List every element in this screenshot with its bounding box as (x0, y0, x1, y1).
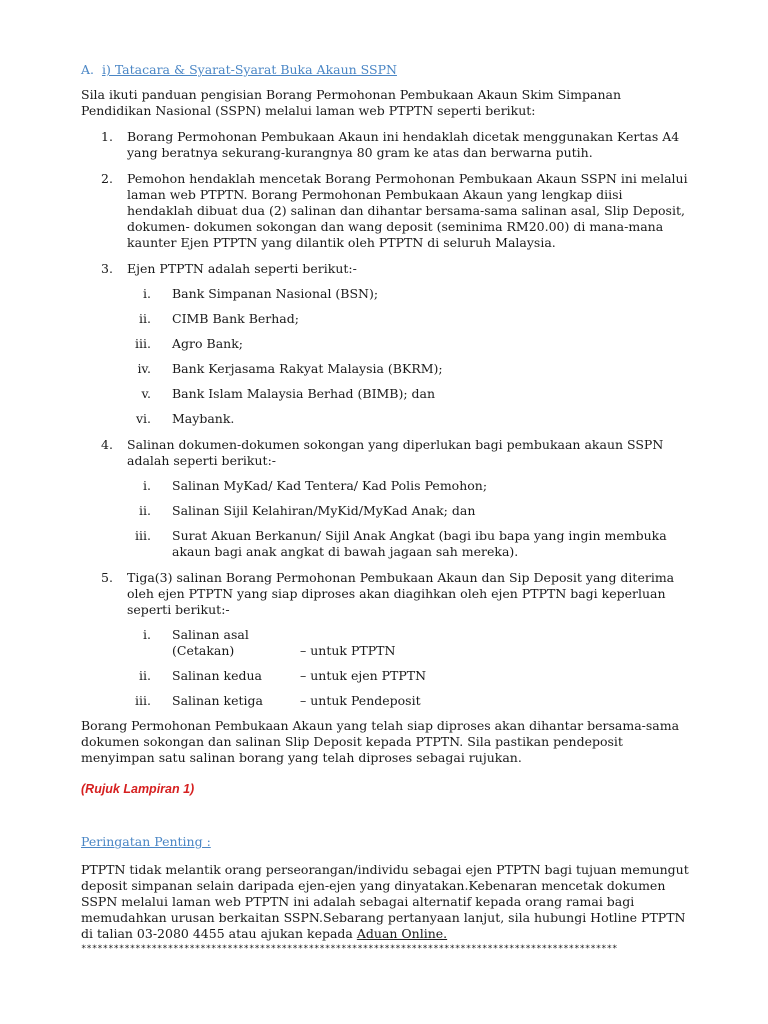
sub-item-text: Bank Islam Malaysia Berhad (BIMB); dan (172, 386, 436, 401)
list-item (81, 437, 691, 560)
list-item-number: 1. (101, 129, 113, 144)
sub-item-numeral: iii. (135, 336, 151, 351)
sub-item-numeral: i. (143, 286, 151, 301)
sub-list-item (81, 386, 691, 402)
sub-list-item (81, 693, 691, 709)
list-item (81, 171, 691, 251)
sub-item-text: CIMB Bank Berhad; (172, 311, 299, 326)
copy-label: Salinan ketiga (172, 693, 263, 708)
sub-item-text: Salinan Sijil Kelahiran/MyKid/MyKad Anak; dan (172, 503, 476, 518)
sub-item-text: Bank Kerjasama Rakyat Malaysia (BKRM); (172, 361, 443, 376)
list-item-text: Salinan dokumen-dokumen sokongan yang diperlukan bagi pembukaan akaun SSPN adalah seperti berikut:- (127, 437, 664, 468)
sub-item-numeral: iv. (137, 361, 151, 376)
sub-list (127, 627, 691, 709)
reference-note: (Rujuk Lampiran 1) (81, 782, 195, 796)
sub-item-numeral: i. (143, 478, 151, 493)
copy-recipient: – untuk ejen PTPTN (300, 668, 427, 683)
sub-item-numeral: ii. (139, 668, 151, 683)
list-item-text: Tiga(3) salinan Borang Permohonan Pembukaan Akaun dan Sip Deposit yang diterima oleh ejen PTPTN yang siap diproses akan diagihkan oleh ejen PTPTN bagi keperluan seperti berikut:- (127, 570, 675, 617)
aduan-online-link[interactable]: Aduan Online. (356, 926, 448, 941)
divider-stars: *************************************************************************************************** (81, 944, 618, 954)
sub-item-text: Agro Bank; (172, 336, 243, 351)
intro-paragraph: Sila ikuti panduan pengisian Borang Permohonan Pembukaan Akaun Skim Simpanan Pendidikan Nasional (SSPN) melalui laman web PTPTN seperti berikut: (81, 87, 622, 118)
sub-list-item (81, 286, 691, 302)
sub-item-numeral: iii. (135, 528, 151, 543)
sub-item-text: Bank Simpanan Nasional (BSN); (172, 286, 379, 301)
sub-item-numeral: i. (143, 627, 151, 642)
list-item (81, 261, 691, 427)
warning-paragraph (81, 862, 691, 942)
copy-label: Salinan asal (Cetakan) (172, 627, 249, 658)
sub-list (127, 286, 691, 427)
list-item-number: 2. (101, 171, 113, 186)
sub-item-numeral: v. (141, 386, 151, 401)
sub-list (127, 478, 691, 560)
sub-item-text: Maybank. (172, 411, 235, 426)
sub-item-numeral: ii. (139, 503, 151, 518)
sub-list-item (81, 478, 691, 494)
copy-recipient: – untuk PTPTN (300, 643, 396, 658)
list-item-number: 3. (101, 261, 113, 276)
list-item-number: 4. (101, 437, 113, 452)
sub-list-item (81, 528, 691, 560)
warning-text: PTPTN tidak melantik orang perseorangan/individu sebagai ejen PTPTN bagi tujuan memungut deposit simpanan selain daripada ejen-ejen yang dinyatakan.Kebenaran mencetak dokumen SSPN melalui laman web PTPTN ini adalah sebagai alternatif kepada orang ramai bagi memudahkan urusan berkaitan SSPN.Sebarang pertanyaan lanjut, sila hubungi Hotline PTPTN di talian 03-2080 4455 atau ajukan kepada (81, 862, 689, 941)
sub-item-text: Salinan MyKad/ Kad Tentera/ Kad Polis Pemohon; (172, 478, 488, 493)
sub-list-item (81, 311, 691, 327)
list-item-number: 5. (101, 570, 113, 585)
section-letter: A. (81, 62, 95, 77)
section-title: i) Tatacara & Syarat-Syarat Buka Akaun SSPN (101, 62, 397, 77)
sub-item-numeral: iii. (135, 693, 151, 708)
sub-list-item (81, 336, 691, 352)
closing-paragraph: Borang Permohonan Pembukaan Akaun yang telah siap diproses akan dihantar bersama-sama dokumen sokongan dan salinan Slip Deposit kepada PTPTN. Sila pastikan pendeposit menyimpan satu salinan borang yang telah diproses sebagai rujukan. (81, 718, 680, 765)
sub-list-item (81, 668, 691, 684)
list-item-text: Ejen PTPTN adalah seperti berikut:- (127, 261, 357, 276)
sub-list-item (81, 503, 691, 519)
sub-item-numeral: ii. (139, 311, 151, 326)
sub-item-numeral: vi. (135, 411, 151, 426)
list-item-text: Borang Permohonan Pembukaan Akaun ini hendaklah dicetak menggunakan Kertas A4 yang beratnya sekurang-kurangnya 80 gram ke atas dan berwarna putih. (127, 129, 680, 160)
sub-list-item (81, 627, 691, 659)
list-item (81, 570, 691, 709)
numbered-list (81, 129, 691, 709)
sub-list-item (81, 361, 691, 377)
sub-item-text: Surat Akuan Berkanun/ Sijil Anak Angkat (bagi ibu bapa yang ingin membuka akaun bagi anak angkat di bawah jagaan sah mereka). (172, 528, 667, 559)
sub-list-item (81, 411, 691, 427)
document-page (81, 62, 691, 954)
section-heading (81, 62, 691, 77)
copy-recipient: – untuk Pendeposit (300, 693, 421, 708)
list-item (81, 129, 691, 161)
list-item-text: Pemohon hendaklah mencetak Borang Permohonan Pembukaan Akaun SSPN ini melalui laman web PTPTN. Borang Permohonan Pembukaan Akaun yang lengkap diisi hendaklah dibuat dua (2) salinan dan dihantar bersama-sama salinan asal, Slip Deposit, dokumen- dokumen sokongan dan wang deposit (seminima RM20.00) di mana-mana kaunter Ejen PTPTN yang dilantik oleh PTPTN di seluruh Malaysia. (127, 171, 688, 250)
copy-label: Salinan kedua (172, 668, 263, 683)
warning-heading: Peringatan Penting : (81, 834, 211, 849)
